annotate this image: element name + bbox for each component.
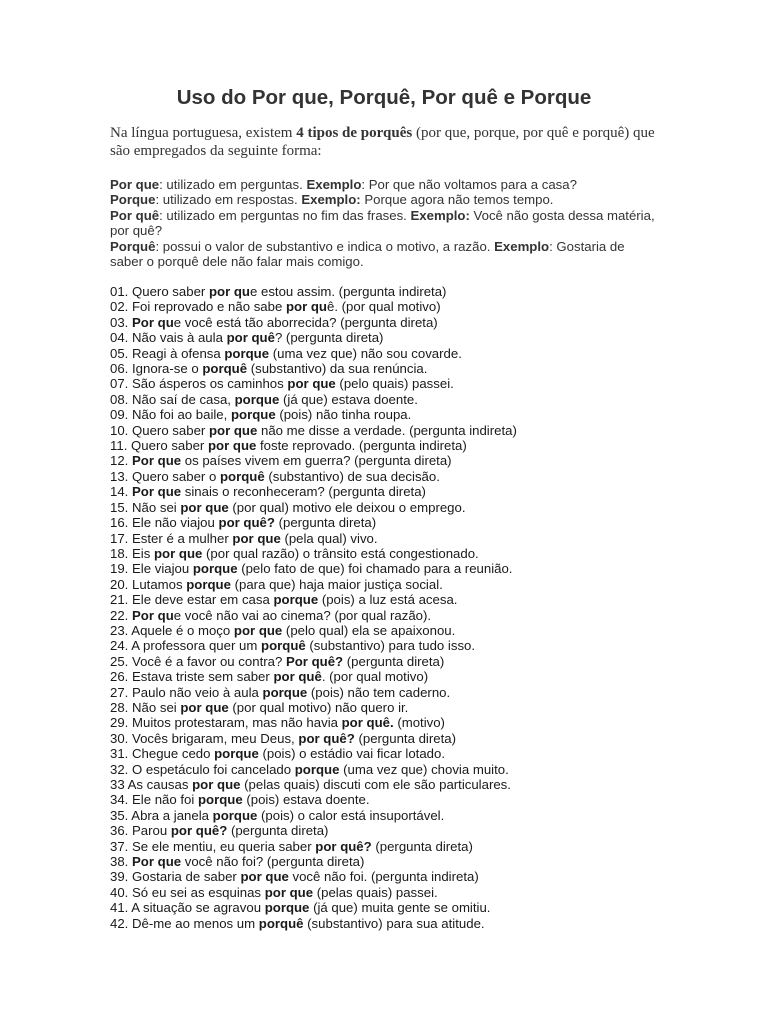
text-run: 06. Ignora-se o [110,361,203,377]
text-run: (pergunta direta) [343,653,445,669]
bold-term: por que [180,499,229,515]
example-item [110,715,670,730]
text-run: 26. Estava triste sem saber [110,669,274,685]
example-item [110,669,670,684]
text-run: e estou assim. (pergunta indireta) [250,284,447,299]
text-run: (motivo) [393,715,445,731]
text-run: (pois) não tinha roupa. [275,407,412,423]
example-item [110,438,670,453]
text-run: : Gostaria de saber o porquê dele não falar mais comigo. [110,238,625,270]
text-run: (por qual motivo) não quero ir. [228,699,409,715]
bold-term: por quê? [170,823,228,839]
bold-term: por quê? [218,515,275,531]
text-run: 22. [110,607,132,623]
bold-term: Exemplo: [410,207,470,223]
text-run: 10. Quero saber [110,422,209,438]
example-item [110,762,670,777]
example-item [110,299,670,314]
example-item [110,916,670,931]
example-item [110,608,670,623]
text-run: 12. [110,453,132,469]
bold-term: porque [224,345,270,361]
intro-paragraph [110,125,655,160]
example-item [110,546,670,561]
text-run: 34. Ele não foi [110,792,198,808]
text-run: (pois) a luz está acesa. [318,592,458,608]
example-item [110,500,670,515]
example-item [110,808,670,823]
text-run: 23. Aquele é o moço [110,622,234,638]
text-run: : utilizado em perguntas no fim das frases. [159,207,411,223]
text-run: 33 As causas [110,777,193,792]
example-item [110,577,670,592]
bold-term: porque [197,792,243,808]
text-run: (pois) o estádio vai ficar lotado. [258,746,446,762]
bold-term: por quê. [341,715,394,731]
text-run: 05. Reagi à ofensa [110,345,225,361]
example-item [110,284,670,299]
bold-term: Porque [110,192,156,208]
example-item [110,392,670,407]
text-run: 27. Paulo não veio à aula [110,684,263,700]
text-run: (pelo qual) ela se apaixonou. [282,622,456,638]
bold-term: por qu [208,284,250,299]
example-item [110,531,670,546]
text-run: você não foi. (pergunta indireta) [288,869,479,885]
example-item [110,469,670,484]
bold-term: Porquê [110,238,156,254]
text-run: 31. Chegue cedo [110,746,215,762]
bold-term: por quê [226,330,275,346]
text-run: (uma vez que) chovia muito. [339,761,509,777]
text-run: (pergunta direta) [354,730,456,746]
text-run: (já que) estava doente. [279,391,418,407]
text-run: (pois) não tem caderno. [307,684,451,700]
example-item [110,869,670,884]
bold-term: por quê [273,669,322,685]
text-run: (por qual razão) o trânsito está congestionado. [202,545,479,561]
example-item [110,484,670,499]
text-run: 16. Ele não viajou [110,515,219,531]
text-run: Você não gosta dessa matéria, por quê? [110,207,655,239]
bold-term: porque [273,592,319,608]
bold-term: Por quê [110,207,160,223]
text-run: : utilizado em respostas. [155,192,302,208]
bold-term: Por qu [132,314,174,330]
text-run: (pois) estava doente. [242,792,370,808]
text-run: . (por qual motivo) [321,669,429,685]
text-run: 40. Só eu sei as esquinas [110,884,265,900]
text-run: os países vivem em guerra? (pergunta direta) [181,453,452,469]
bold-term: porque [234,391,280,407]
bold-term: Por qu [132,607,174,623]
example-item [110,515,670,530]
definition-line [110,239,658,270]
bold-term: por que [192,777,241,792]
text-run: 19. Ele viajou [110,561,193,577]
text-run: 25. Você é a favor ou contra? [110,653,286,669]
bold-term: porquê [261,638,306,654]
text-run: ê. (por qual motivo) [326,299,441,315]
example-item [110,315,670,330]
text-run: 21. Ele deve estar em casa [110,592,274,608]
text-run: 30. Vocês brigaram, meu Deus, [110,730,299,746]
examples-list [110,284,670,931]
text-run: 02. Foi reprovado e não sabe [110,299,286,315]
text-run: : Por que não voltamos para a casa? [361,177,577,192]
example-item [110,346,670,361]
example-item [110,453,670,468]
bold-term: porquê [219,468,265,484]
text-run: : utilizado em perguntas. [159,177,307,192]
bold-term: Exemplo [306,177,362,192]
example-item [110,623,670,638]
example-item [110,685,670,700]
text-run: (pergunta direta) [227,823,329,839]
bold-term: por que [240,869,289,885]
bold-term: porque [192,561,238,577]
text-run: 32. O espetáculo foi cancelado [110,761,295,777]
text-run: foste reprovado. (pergunta indireta) [256,438,467,454]
bold-term: por que [153,545,203,561]
definition-line [110,192,658,207]
text-run: 17. Ester é a mulher [110,530,233,546]
definition-line [110,208,658,239]
text-run: 41. A situação se agravou [110,900,265,916]
text-run: 18. Eis [110,545,154,561]
text-run: 03. [110,314,132,330]
bold-term: porque [186,576,231,592]
bold-term: porque [264,900,310,916]
text-run: você não foi? (pergunta direta) [181,854,365,870]
text-run: 24. A professora quer um [110,638,262,654]
bold-term: por que [180,699,229,715]
bold-term: por quê? [298,730,355,746]
bold-term: Por que [132,453,182,469]
text-run: 09. Não foi ao baile, [110,407,231,423]
text-run: (pelo quais) passei. [335,376,454,392]
text-run: (pergunta direta) [371,838,473,854]
example-item [110,592,670,607]
text-run: 39. Gostaria de saber [110,869,241,885]
bold-term: porque [230,407,276,423]
example-item [110,900,670,915]
text-run: (substantivo) de sua decisão. [264,468,440,484]
definitions-block [110,177,658,269]
bold-term: Por que [132,484,182,500]
example-item [110,638,670,653]
text-run: (já que) muita gente se omitiu. [309,900,491,916]
example-item [110,823,670,838]
text-run: 01. Quero saber [110,284,209,299]
definition-line [110,177,658,192]
text-run: sinais o reconheceram? (pergunta direta) [181,484,426,500]
example-item [110,885,670,900]
text-run: (pela qual) vivo. [280,530,378,546]
text-run: 13. Quero saber o [110,468,220,484]
example-item [110,854,670,869]
bold-term: por que [208,422,258,438]
bold-term: por qu [285,299,327,315]
bold-term: porque [212,807,258,823]
bold-term: Exemplo [494,238,550,254]
text-run: 20. Lutamos [110,576,187,592]
example-item [110,777,670,792]
bold-term: Por que [110,177,160,192]
text-run: (para que) haja maior justiça social. [230,576,443,592]
bold-term: 4 tipos de porquês [296,125,413,141]
bold-term: Exemplo: [301,192,361,208]
text-run: (por qual) motivo ele deixou o emprego. [228,499,466,515]
example-item [110,700,670,715]
text-run: (pois) o calor está insuportável. [257,807,445,823]
text-run: 38. [110,854,132,870]
text-run: não me disse a verdade. (pergunta indireta) [257,422,517,438]
text-run: (pelo fato de que) foi chamado para a reunião. [237,561,513,577]
bold-term: porquê [202,361,248,377]
text-run: Porque agora não temos tempo. [360,192,554,208]
example-item [110,376,670,391]
text-run: : possui o valor de substantivo e indica o motivo, a razão. [155,238,495,254]
example-item [110,792,670,807]
bold-term: Por quê? [285,653,344,669]
text-run: 36. Parou [110,823,171,839]
text-run: ? (pergunta direta) [274,330,384,346]
text-run: 29. Muitos protestaram, mas não havia [110,715,342,731]
text-run: 15. Não sei [110,499,181,515]
example-item [110,731,670,746]
text-run: (uma vez que) não sou covarde. [269,345,462,361]
text-run: 04. Não vais à aula [110,330,227,346]
bold-term: porque [214,746,259,762]
bold-term: por que [208,438,257,454]
text-run: 11. Quero saber [110,438,208,454]
text-run: e você não vai ao cinema? (por qual razão). [173,607,432,623]
example-item [110,746,670,761]
text-run: (substantivo) para sua atitude. [303,915,485,931]
example-item [110,561,670,576]
bold-term: por que [264,884,314,900]
text-run: 37. Se ele mentiu, eu queria saber [110,838,316,854]
text-run: (por que, porque, por quê e porquê) que são empregados da seguinte forma: [110,125,655,159]
text-run: 14. [110,484,132,500]
text-run: Na língua portuguesa, existem [110,125,297,141]
text-run: 35. Abra a janela [110,807,213,823]
page-title: Uso do Por que, Porquê, Por quê e Porque [176,86,592,109]
example-item [110,361,670,376]
text-run: 28. Não sei [110,699,181,715]
example-item [110,423,670,438]
bold-term: por que [232,530,281,546]
text-run: (substantivo) para tudo isso. [305,638,476,654]
bold-term: porque [294,761,340,777]
text-run: (pelas quais) passei. [313,884,438,900]
bold-term: Por que [132,854,182,870]
text-run: e você está tão aborrecida? (pergunta direta) [173,314,438,330]
text-run: 07. São ásperos os caminhos [110,376,288,392]
example-item [110,330,670,345]
bold-term: por que [233,622,283,638]
text-run: (pergunta direta) [274,515,377,531]
text-run: 08. Não saí de casa, [110,391,235,407]
example-item [110,839,670,854]
bold-term: por quê? [315,838,372,854]
text-run: 42. Dê-me ao menos um [110,915,259,931]
bold-term: porquê [258,915,304,931]
bold-term: por que [287,376,336,392]
example-item [110,407,670,422]
text-run: (pelas quais) discuti com ele são particulares. [240,777,511,792]
bold-term: porque [262,684,308,700]
example-item [110,654,670,669]
text-run: (substantivo) da sua renúncia. [247,361,428,377]
